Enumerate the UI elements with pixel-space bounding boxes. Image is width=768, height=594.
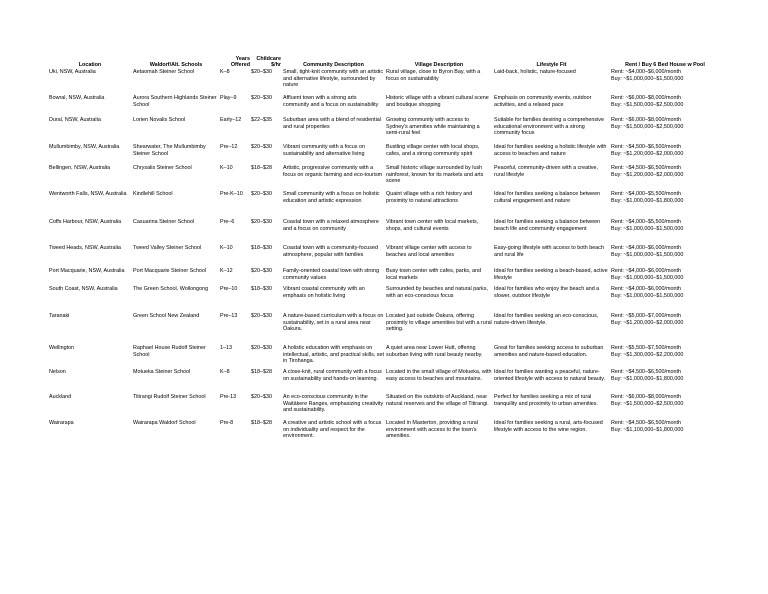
cell-community: Coastal town with a community-focused atmosphere, popular with families [283, 245, 378, 258]
cell-village: Busy town center with cafes, parks, and local markets [386, 268, 481, 281]
cell-rent-buy [609, 144, 719, 165]
table-row [47, 117, 719, 144]
cell-village: Located in Masterton, providing a rural environment with access to the town's amenities. [386, 420, 478, 440]
table-row [47, 345, 719, 369]
cell-lifestyle: Ideal for families who enjoy the beach and a slower, outdoor lifestyle [494, 286, 600, 299]
cell-community: A creative and artistic school with a focus on individuality and respect for the environment. [283, 420, 382, 440]
cell-community: Suburban area with a blend of residential and rural properties [283, 117, 381, 130]
cell-years: K–8 [220, 369, 230, 375]
cell-childcare: $18–$28 [251, 369, 272, 375]
cell-years: K–8 [220, 69, 230, 75]
cell-community: An eco-conscious community in the Waitākere Ranges, emphasizing creativity and sustainability. [283, 394, 384, 414]
cell-childcare: $20–$30 [251, 95, 272, 101]
cell-village: Vibrant village center with access to beaches and local amenities [386, 245, 472, 258]
header-community: Community Description [303, 62, 364, 69]
cell-school: Titirangi Rudolf Steiner School [133, 394, 206, 400]
cell-school: Wairarapa Waldorf School [133, 420, 196, 426]
cell-rent-buy [609, 268, 719, 286]
cell-childcare: $18–$30 [251, 245, 272, 251]
cell-childcare: $18–$28 [251, 165, 272, 171]
cell-rent-buy [609, 286, 719, 313]
cell-village: Bustling village center with local shops, cafes, and a strong community spirit [386, 144, 480, 157]
cell-location: Port Macquarie, NSW, Australia [49, 268, 125, 274]
table-row [47, 420, 719, 445]
cell-childcare: $20–$30 [251, 345, 272, 351]
school-comparison-table [47, 24, 719, 445]
cell-rent-buy [609, 394, 719, 420]
cell-school: Tweed Valley Steiner School [133, 245, 202, 251]
cell-rent-buy [609, 420, 719, 445]
buy-value: Buy: ~$1,300,000–$2,200,000 [611, 351, 684, 358]
cell-community: Vibrant community with a focus on sustainability and alternative living [283, 144, 365, 157]
table-row [47, 369, 719, 394]
cell-childcare: $20–$30 [251, 191, 272, 197]
cell-location: Tweed Heads, NSW, Australia [49, 245, 121, 251]
cell-rent-buy [609, 369, 719, 394]
cell-location: Coffs Harbour, NSW, Australia [49, 219, 122, 225]
cell-school: Port Macquarie Steiner School [133, 268, 207, 274]
cell-rent-buy [609, 245, 719, 268]
cell-location: Bellingen, NSW, Australia [49, 165, 111, 171]
cell-rent-buy [609, 313, 719, 345]
cell-school: Lorien Novalis School [133, 117, 186, 123]
cell-location: Wentworth Falls, NSW, Australia [49, 191, 127, 197]
cell-lifestyle: Suitable for families desiring a comprehensive educational environment with a strong community focus [494, 117, 604, 137]
rent-value: Rent: ~$4,500–$6,500/month [611, 420, 681, 426]
cell-lifestyle: Ideal for families seeking a holistic lifestyle with access to beaches and nature [494, 144, 607, 157]
cell-years: Pre–13 [220, 313, 238, 319]
cell-village: Growing community with access to Sydney's amenities while maintaining a semi-rural feel [386, 117, 480, 137]
buy-value: Buy: ~$1,000,000–$1,800,000 [611, 197, 684, 204]
rent-value: Rent: ~$4,000–$6,000/month [611, 69, 681, 75]
cell-location: Wellington [49, 345, 75, 351]
cell-community: Vibrant coastal community with an emphasis on holistic living [283, 286, 365, 299]
cell-school: Shearwater, The Mullumbimby Steiner School [133, 144, 206, 157]
cell-childcare: $18–$28 [251, 420, 272, 426]
cell-years: Pre–6 [220, 219, 235, 225]
cell-village: Located in the small village of Motueka, with easy access to beaches and mountains. [386, 369, 492, 382]
cell-location: Taranaki [49, 313, 70, 319]
cell-childcare: $20–$30 [251, 313, 272, 319]
cell-school: Motueka Steiner School [133, 369, 191, 375]
cell-lifestyle: Laid-back, holistic, nature-focused [494, 69, 576, 75]
rent-value: Rent: ~$4,000–$6,000/month [611, 245, 681, 251]
header-school: Waldorf/Alt. Schools [149, 62, 203, 69]
cell-years: K–10 [220, 245, 233, 251]
buy-value: Buy: ~$1,100,000–$1,800,000 [611, 426, 684, 433]
buy-value: Buy: ~$1,000,000–$1,500,000 [611, 292, 684, 299]
cell-childcare: $20–$30 [251, 144, 272, 150]
buy-value: Buy: ~$1,200,000–$2,000,000 [611, 319, 684, 326]
cell-village: A quiet area near Lower Hutt, offering suburban living with rural beauty nearby. [386, 345, 483, 358]
header-rent: Rent / Buy 6 Bed House w Pool [625, 62, 705, 69]
table-body [47, 69, 719, 445]
cell-location: Mullumbimby, NSW, Australia [49, 144, 120, 150]
buy-value: Buy: ~$1,200,000–$2,000,000 [611, 150, 684, 157]
buy-value: Buy: ~$1,500,000–$2,500,000 [611, 400, 684, 407]
cell-village: Located just outside Ōakura, offering proximity to village amenities but with a rural setting. [386, 313, 492, 333]
cell-location: Wairarapa [49, 420, 74, 426]
rent-value: Rent: ~$4,500–$6,500/month [611, 144, 681, 150]
cell-community: Affluent town with a strong arts community and a focus on sustainability [283, 95, 379, 108]
buy-value: Buy: ~$1,000,000–$1,500,000 [611, 251, 684, 258]
cell-village: Vibrant town center with local markets, shops, and cultural events [386, 219, 479, 232]
buy-value: Buy: ~$1,200,000–$2,000,000 [611, 171, 684, 178]
cell-village: Surrounded by beaches and natural parks, with an eco-conscious focus [386, 286, 488, 299]
cell-community: A nature-based curriculum with a focus on sustainability, set in a rural area near Ōakura. [283, 313, 384, 333]
rent-value: Rent: ~$4,000–$5,500/month [611, 219, 681, 225]
cell-years: Pre-8 [220, 420, 234, 426]
cell-rent-buy [609, 345, 719, 369]
cell-school: Green School New Zealand [133, 313, 200, 319]
cell-community: Small community with a focus on holistic education and artistic expression [283, 191, 380, 204]
cell-community: A close-knit, rural community with a focus on sustainability and hands-on learning. [283, 369, 382, 382]
cell-village: Situated on the outskirts of Auckland, near natural reserves and the village of Titirangi. [386, 394, 489, 407]
cell-years: Play–9 [220, 95, 237, 101]
cell-village: Rural village, close to Byron Bay, with a focus on sustainability [386, 69, 481, 82]
cell-childcare: $22–$35 [251, 117, 272, 123]
cell-lifestyle: Peaceful, community-driven with a creative, rural lifestyle [494, 165, 598, 178]
cell-childcare: $18–$30 [251, 286, 272, 292]
rent-value: Rent: ~$6,000–$8,000/month [611, 394, 681, 400]
cell-village: Historic village with a vibrant cultural scene and boutique shopping [386, 95, 489, 108]
cell-location: South Coast, NSW, Australia [49, 286, 118, 292]
cell-location: Auckland [49, 394, 72, 400]
header-childcare: Childcare $/hr [256, 55, 281, 69]
buy-value: Buy: ~$1,500,000–$2,500,000 [611, 101, 684, 108]
cell-childcare: $20–$30 [251, 268, 272, 274]
cell-rent-buy [609, 95, 719, 117]
rent-value: Rent: ~$4,000–$6,000/month [611, 268, 681, 274]
table-row [47, 191, 719, 219]
table-row [47, 219, 719, 245]
cell-school: Aurora Southern Highlands Steiner School [133, 95, 217, 108]
cell-location: Bowral, NSW, Australia [49, 95, 105, 101]
buy-value: Buy: ~$1,500,000–$2,500,000 [611, 123, 684, 130]
cell-lifestyle: Easy-going lifestyle with access to both beach and rural life [494, 245, 604, 258]
cell-rent-buy [609, 219, 719, 245]
table-row [47, 394, 719, 420]
cell-village: Quaint village with a rich history and proximity to natural attractions [386, 191, 473, 204]
table-row [47, 69, 719, 95]
buy-value: Buy: ~$1,000,000–$1,800,000 [611, 375, 684, 382]
cell-years: Pre–10 [220, 286, 238, 292]
header-years: Years Offered [230, 55, 250, 69]
rent-value: Rent: ~$6,000–$8,000/month [611, 95, 681, 101]
cell-years: K–10 [220, 165, 233, 171]
rent-value: Rent: ~$5,500–$7,500/month [611, 345, 681, 351]
cell-years: Pre-K–10 [220, 191, 243, 197]
rent-value: Rent: ~$6,000–$8,000/month [611, 117, 681, 123]
cell-school: Aetaomah Steiner School [133, 69, 195, 75]
cell-lifestyle: Ideal for families wanting a peaceful, nature-oriented lifestyle with access to natural beauty. [494, 369, 606, 382]
cell-community: Coastal town with a relaxed atmosphere and a focus on community [283, 219, 379, 232]
rent-value: Rent: ~$4,000–$6,000/month [611, 286, 681, 292]
buy-value: Buy: ~$1,000,000–$1,500,000 [611, 225, 684, 232]
cell-lifestyle: Ideal for families seeking an eco-conscious, nature-driven lifestyle. [494, 313, 599, 326]
cell-lifestyle: Ideal for families seeking a balance between beach life and community engagement [494, 219, 601, 232]
cell-community: Artistic, progressive community with a focus on organic farming and eco-tourism [283, 165, 383, 178]
cell-lifestyle: Ideal for families seeking a rural, arts-focused lifestyle with access to the wine region. [494, 420, 603, 433]
table-row [47, 144, 719, 165]
cell-school: Chrysalis Steiner School [133, 165, 192, 171]
cell-community: Small, tight-knit community with an artistic and alternative lifestyle, surrounded by nature [283, 69, 384, 89]
header-row [47, 24, 719, 69]
rent-value: Rent: ~$4,500–$6,500/month [611, 369, 681, 375]
cell-childcare: $20–$30 [251, 219, 272, 225]
cell-lifestyle: Ideal for families seeking a beach-based, active lifestyle [494, 268, 608, 281]
cell-rent-buy [609, 191, 719, 219]
header-lifestyle: Lifestyle Fit [536, 62, 567, 69]
cell-school: Kindlehill School [133, 191, 173, 197]
cell-location: Nelson [49, 369, 66, 375]
cell-childcare: $20–$30 [251, 69, 272, 75]
table-row [47, 286, 719, 313]
rent-value: Rent: ~$4,000–$5,500/month [611, 191, 681, 197]
cell-years: Early–12 [220, 117, 242, 123]
cell-childcare: $20–$30 [251, 394, 272, 400]
table-row [47, 95, 719, 117]
cell-years: Pre-13 [220, 394, 237, 400]
header-location: Location [78, 62, 102, 69]
table-row [47, 313, 719, 345]
cell-rent-buy [609, 69, 719, 95]
cell-years: Pre–12 [220, 144, 238, 150]
cell-location: Uki, NSW, Australia [49, 69, 96, 75]
cell-community: A holistic education with emphasis on intellectual, artistic, and practical skills, set in Tirohanga. [283, 345, 384, 365]
table-row [47, 245, 719, 268]
rent-value: Rent: ~$4,500–$6,500/month [611, 165, 681, 171]
cell-lifestyle: Great for families seeking access to suburban amenities and nature-based education. [494, 345, 604, 358]
cell-community: Family-oriented coastal town with strong community values [283, 268, 380, 281]
cell-lifestyle: Emphasis on community events, outdoor activities, and a relaxed pace [494, 95, 592, 108]
table-row [47, 268, 719, 286]
cell-lifestyle: Ideal for families seeking a balance between cultural engagement and nature [494, 191, 601, 204]
buy-value: Buy: ~$1,000,000–$1,500,000 [611, 274, 684, 281]
cell-school: Casuarina Steiner School [133, 219, 195, 225]
header-village: Village Description [414, 62, 464, 69]
cell-years: K–12 [220, 268, 233, 274]
cell-rent-buy [609, 117, 719, 144]
cell-school: Raphael House Rudolf Steiner School [133, 345, 206, 358]
rent-value: Rent: ~$5,000–$7,000/month [611, 313, 681, 319]
buy-value: Buy: ~$1,000,000–$1,500,000 [611, 75, 684, 82]
cell-lifestyle: Perfect for families seeking a mix of rural tranquility and proximity to urban amenities. [494, 394, 598, 407]
cell-village: Small historic village surrounded by lush rainforest, known for its markets and arts scene [386, 165, 484, 185]
cell-location: Dural, NSW, Australia [49, 117, 101, 123]
cell-school: The Green School, Wollongong [133, 286, 209, 292]
cell-rent-buy [609, 165, 719, 191]
cell-years: 1–13 [220, 345, 232, 351]
table-row [47, 165, 719, 191]
